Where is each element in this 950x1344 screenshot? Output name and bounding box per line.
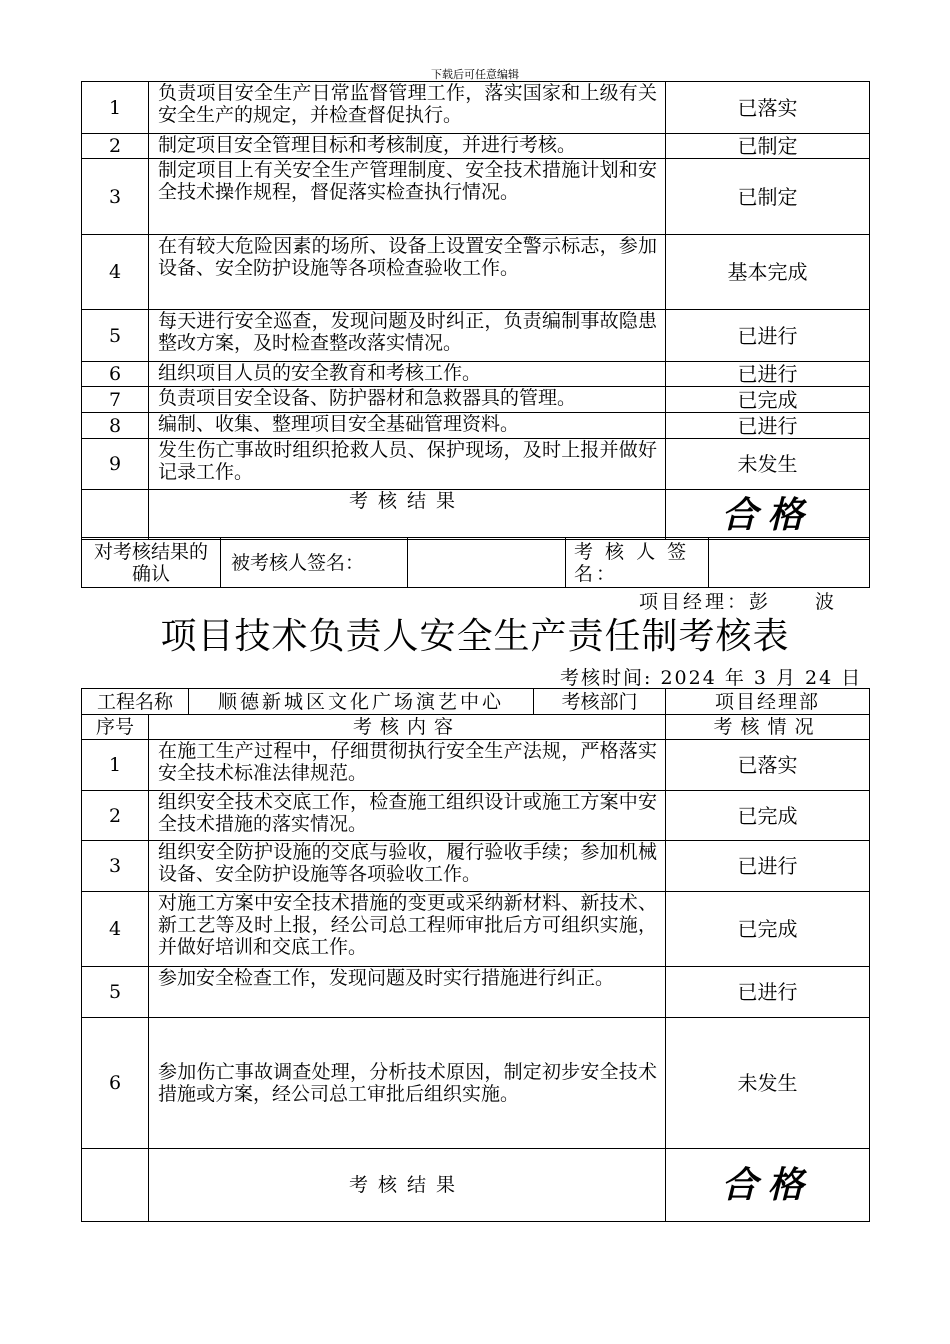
table-row — [82, 82, 870, 134]
table-row — [82, 1018, 870, 1149]
row-content: 制定项目上有关安全生产管理制度、安全技术措施计划和安全技术操作规程，督促落实检查执行情况。 — [149, 159, 666, 235]
row-content: 编制、收集、整理项目安全基础管理资料。 — [149, 413, 666, 439]
row-content: 参加安全检查工作，发现问题及时实行措施进行纠正。 — [149, 967, 666, 1018]
row-status: 已进行 — [666, 841, 870, 892]
table-row — [82, 439, 870, 490]
row-content: 发生伤亡事故时组织抢救人员、保护现场，及时上报并做好记录工作。 — [149, 439, 666, 490]
project-manager-signature: 项目经理：彭 波 — [639, 591, 838, 613]
row-content: 参加伤亡事故调查处理，分析技术原因，制定初步安全技术措施或方案，经公司总工审批后组织实施。 — [149, 1018, 666, 1149]
row-content: 对施工方案中安全技术措施的变更或采纳新材料、新技术、新工艺等及时上报，经公司总工程师审批后方可组织实施，并做好培训和交底工作。 — [149, 892, 666, 967]
row-status: 已进行 — [666, 413, 870, 439]
assessor-signature-field[interactable] — [709, 538, 870, 588]
table-row — [82, 362, 870, 387]
row-status: 已完成 — [666, 791, 870, 841]
row-number: 7 — [82, 387, 149, 413]
row-number: 3 — [82, 159, 149, 235]
col-header-number: 序号 — [82, 715, 149, 740]
column-header-row — [82, 715, 870, 740]
row-number: 6 — [82, 1018, 149, 1149]
table-row — [82, 740, 870, 791]
table-row — [82, 235, 870, 310]
row-status: 已完成 — [666, 892, 870, 967]
table-row — [82, 892, 870, 967]
table-row — [82, 159, 870, 235]
row-status: 已完成 — [666, 387, 870, 413]
table-row — [82, 841, 870, 892]
result-row — [82, 490, 870, 540]
table-row — [82, 413, 870, 439]
row-status: 基本完成 — [666, 235, 870, 310]
row-content: 在施工生产过程中，仔细贯彻执行安全生产法规，严格落实安全技术标准法律规范。 — [149, 740, 666, 791]
result-label: 考核结果 — [149, 490, 666, 540]
row-status: 已制定 — [666, 159, 870, 235]
header-note: 下载后可任意编辑 — [431, 68, 519, 81]
table-row — [82, 387, 870, 413]
table-row — [82, 310, 870, 362]
row-content: 负责项目安全生产日常监督管理工作，落实国家和上级有关安全生产的规定，并检查督促执行。 — [149, 82, 666, 134]
result-label: 考核结果 — [149, 1149, 666, 1222]
table-row — [82, 967, 870, 1018]
row-status: 已进行 — [666, 967, 870, 1018]
project-info-row — [82, 689, 870, 715]
col-header-content: 考核内容 — [149, 715, 666, 740]
dept-label: 考核部门 — [534, 689, 666, 715]
row-number: 2 — [82, 134, 149, 159]
assessee-signature-label: 被考核人签名： — [221, 538, 408, 588]
row-content: 在有较大危险因素的场所、设备上设置安全警示标志，参加设备、安全防护设施等各项检查验收工作。 — [149, 235, 666, 310]
row-number: 5 — [82, 310, 149, 362]
table-row — [82, 791, 870, 841]
assessment-time: 考核时间: 2024 年 3 月 24 日 — [560, 667, 863, 689]
col-header-status: 考核情况 — [666, 715, 870, 740]
row-content: 组织安全技术交底工作，检查施工组织设计或施工方案中安全技术措施的落实情况。 — [149, 791, 666, 841]
table-row — [82, 134, 870, 159]
row-content: 每天进行安全巡查，发现问题及时纠正，负责编制事故隐患整改方案，及时检查整改落实情况。 — [149, 310, 666, 362]
row-number: 3 — [82, 841, 149, 892]
confirm-label: 对考核结果的确认 — [82, 538, 221, 588]
project-name-label: 工程名称 — [82, 689, 189, 715]
blank-cell — [82, 490, 149, 540]
row-status: 已进行 — [666, 310, 870, 362]
dept-value: 项目经理部 — [666, 689, 870, 715]
row-number: 6 — [82, 362, 149, 387]
row-number: 9 — [82, 439, 149, 490]
row-number: 2 — [82, 791, 149, 841]
row-number: 4 — [82, 235, 149, 310]
assessment-table-2 — [81, 688, 870, 1222]
project-name: 顺德新城区文化广场演艺中心 — [189, 689, 534, 715]
row-status: 已落实 — [666, 740, 870, 791]
row-status: 已进行 — [666, 362, 870, 387]
row-content: 负责项目安全设备、防护器材和急救器具的管理。 — [149, 387, 666, 413]
row-number: 1 — [82, 740, 149, 791]
row-number: 1 — [82, 82, 149, 134]
result-row — [82, 1149, 870, 1222]
assessment-table-1 — [81, 81, 870, 540]
row-status: 已制定 — [666, 134, 870, 159]
row-status: 未发生 — [666, 1018, 870, 1149]
row-content: 组织项目人员的安全教育和考核工作。 — [149, 362, 666, 387]
row-content: 制定项目安全管理目标和考核制度，并进行考核。 — [149, 134, 666, 159]
confirmation-table — [81, 537, 870, 588]
row-content: 组织安全防护设施的交底与验收，履行验收手续；参加机械设备、安全防护设施等各项验收工作。 — [149, 841, 666, 892]
row-number: 5 — [82, 967, 149, 1018]
row-number: 8 — [82, 413, 149, 439]
row-number: 4 — [82, 892, 149, 967]
result-stamp: 合格 — [666, 1149, 870, 1222]
assessor-signature-label: 考 核 人 签名： — [566, 538, 709, 588]
blank-cell — [82, 1149, 149, 1222]
page-title: 项目技术负责人安全生产责任制考核表 — [160, 616, 790, 657]
row-status: 未发生 — [666, 439, 870, 490]
result-stamp: 合格 — [666, 490, 870, 540]
assessee-signature-field[interactable] — [408, 538, 566, 588]
row-status: 已落实 — [666, 82, 870, 134]
